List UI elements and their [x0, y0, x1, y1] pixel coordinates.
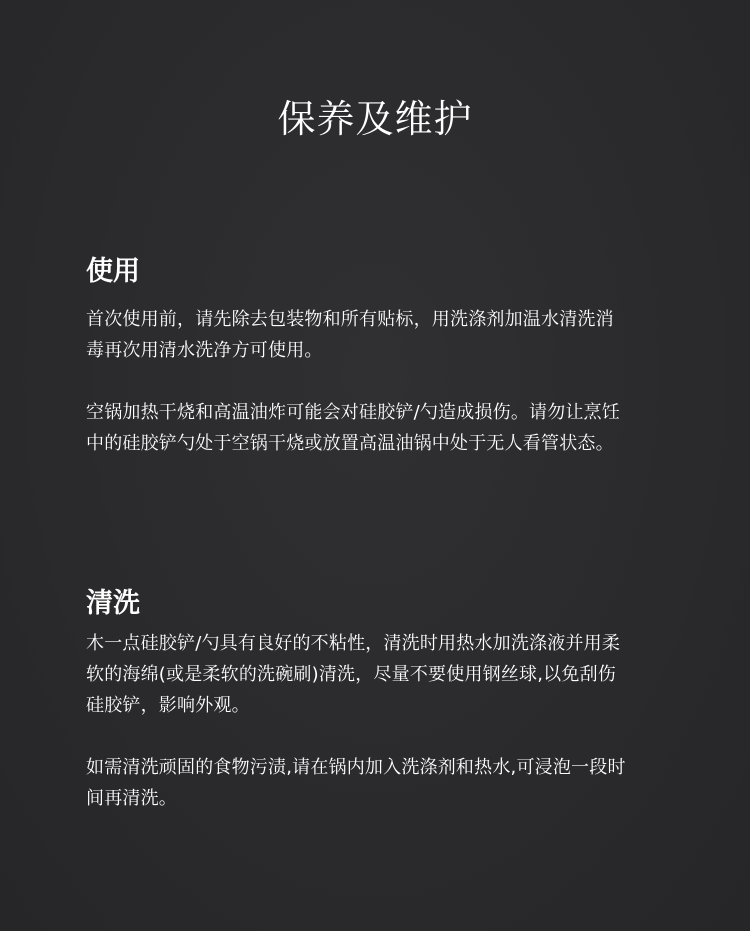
text-line: 硅胶铲，影响外观。 [86, 695, 250, 716]
text-line: 如需清洗顽固的食物污渍,请在锅内加入洗涤剂和热水,可浸泡一段时 [86, 757, 626, 778]
text-line: 木一点硅胶铲/勺具有良好的不粘性，清洗时用热水加洗涤液并用柔 [86, 633, 621, 654]
cleaning-paragraph-1 [86, 628, 676, 721]
section-heading-cleaning: 清洗 [86, 588, 140, 619]
section-heading-usage: 使用 [86, 256, 140, 287]
text-line: 空锅加热干烧和高温油炸可能会对硅胶铲/勺造成损伤。请勿让烹饪 [86, 402, 621, 423]
text-line: 间再清洗。 [86, 788, 177, 809]
text-line: 首次使用前，请先除去包装物和所有贴标，用洗涤剂加温水清洗消 [86, 309, 614, 330]
text-line: 软的海绵(或是柔软的洗碗刷)清洗，尽量不要使用钢丝球,以免刮伤 [86, 664, 616, 685]
text-line: 中的硅胶铲勺处于空锅干烧或放置高温油锅中处于无人看管状态。 [86, 433, 614, 454]
cleaning-paragraph-2 [86, 752, 676, 814]
usage-paragraph-1 [86, 304, 676, 366]
section-usage [86, 252, 676, 459]
text-line: 毒再次用清水洗净方可使用。 [86, 340, 323, 361]
section-cleaning [86, 584, 676, 814]
page-title: 保养及维护 [277, 97, 473, 141]
usage-paragraph-2 [86, 397, 676, 459]
